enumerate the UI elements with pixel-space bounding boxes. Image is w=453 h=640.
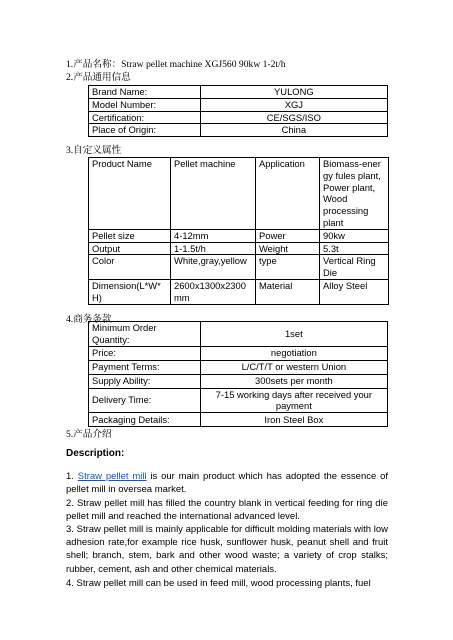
value-cell: 300sets per month xyxy=(200,374,387,388)
value-cell: L/C/T/T or western Union xyxy=(200,360,387,374)
trade-terms-title: 4.商务条款 xyxy=(66,314,112,325)
label-cell: Supply Ability: xyxy=(89,374,201,388)
attr-cell: 4-12mm xyxy=(171,229,256,242)
label-cell: Packaging Details: xyxy=(89,413,201,427)
table-row xyxy=(89,111,388,124)
attr-cell: White,gray,yellow xyxy=(171,255,256,280)
table-row xyxy=(89,158,389,230)
attr-cell: Material xyxy=(256,279,320,304)
attr-cell: Vertical Ring Die xyxy=(320,255,389,280)
table-row xyxy=(89,388,388,413)
attr-cell: Dimension(L*W*H) xyxy=(89,279,171,304)
value-cell: 7-15 working days after received your payment xyxy=(200,388,387,413)
paragraph-text: is our main product which has adopted the essence of pellet mill in oversea market. xyxy=(66,471,388,496)
table-row xyxy=(89,229,389,242)
attr-cell: Pellet size xyxy=(89,229,171,242)
table-row xyxy=(89,279,389,304)
table-row xyxy=(89,322,388,347)
value-cell: negotiation xyxy=(200,346,387,360)
trade-terms-table xyxy=(88,321,388,427)
attributes-table xyxy=(88,157,389,305)
attr-cell: 90kw xyxy=(320,229,389,242)
table-row xyxy=(89,413,388,427)
custom-attr-title: 3.自定义属性 xyxy=(66,145,122,156)
table-row xyxy=(89,360,388,374)
label-cell: Place of Origin: xyxy=(89,124,201,137)
value-cell: CE/SGS/ISO xyxy=(200,111,387,124)
description-paragraph-4: 4. Straw pellet mill can be used in feed mill, wood processing plants, fuel xyxy=(66,578,371,589)
label-cell: Brand Name: xyxy=(89,86,201,99)
value-cell: Iron Steel Box xyxy=(200,413,387,427)
label-cell: Delivery Time: xyxy=(89,388,201,413)
description-heading: Description: xyxy=(66,448,125,459)
attr-cell: 5.3t xyxy=(320,242,389,255)
product-name-line: 1.产品名称：Straw pellet machine XGJ560 90kw 1-2t/h xyxy=(66,59,286,70)
general-info-table xyxy=(88,85,388,137)
table-row xyxy=(89,255,389,280)
intro-title: 5.产品介绍 xyxy=(66,429,112,440)
description-paragraph-3: 3. Straw pellet mill is mainly applicable for difficult molding materials with low adhesion rate,for example rice husk, sunflower husk, peanut shell and fruit shell; branch, stem, bark and other wood waste; a variety of crop stalks; rubber, cement, ash and other chemical materials. xyxy=(66,524,388,575)
straw-pellet-mill-link[interactable]: Straw pellet mill xyxy=(77,471,147,482)
attr-cell: 1-1.5t/h xyxy=(171,242,256,255)
table-row xyxy=(89,374,388,388)
label-cell: Price: xyxy=(89,346,201,360)
value-cell: YULONG xyxy=(200,86,387,99)
label-cell: Model Number: xyxy=(89,98,201,111)
attr-cell: Weight xyxy=(256,242,320,255)
paragraph-number: 1. xyxy=(66,471,78,482)
attr-cell: type xyxy=(256,255,320,280)
table-row xyxy=(89,86,388,99)
table-row xyxy=(89,242,389,255)
attr-cell: Power xyxy=(256,229,320,242)
description-paragraph-2: 2. Straw pellet mill has filled the country blank in vertical feeding for ring die pellet mill and reached the international advanced level. xyxy=(66,498,388,523)
general-info-title: 2.产品通用信息 xyxy=(66,72,131,83)
attr-cell: Alloy Steel xyxy=(320,279,389,304)
table-row xyxy=(89,98,388,111)
attr-cell: 2600x1300x2300mm xyxy=(171,279,256,304)
table-row xyxy=(89,346,388,360)
value-cell: XGJ xyxy=(200,98,387,111)
description-paragraph-1 xyxy=(66,470,388,496)
attr-cell: Pellet machine xyxy=(171,158,256,230)
attr-cell: Output xyxy=(89,242,171,255)
attr-cell: Product Name xyxy=(89,158,171,230)
attr-cell: Color xyxy=(89,255,171,280)
table-row xyxy=(89,124,388,137)
label-cell: Payment Terms: xyxy=(89,360,201,374)
attr-cell: Biomass-ener gy fules plant, Power plant, Wood processing plant xyxy=(320,158,389,230)
value-cell: 1set xyxy=(200,322,387,347)
attr-cell: Application xyxy=(256,158,320,230)
label-cell: Minimum Order Quantity: xyxy=(89,322,201,347)
label-cell: Certification: xyxy=(89,111,201,124)
value-cell: China xyxy=(200,124,387,137)
